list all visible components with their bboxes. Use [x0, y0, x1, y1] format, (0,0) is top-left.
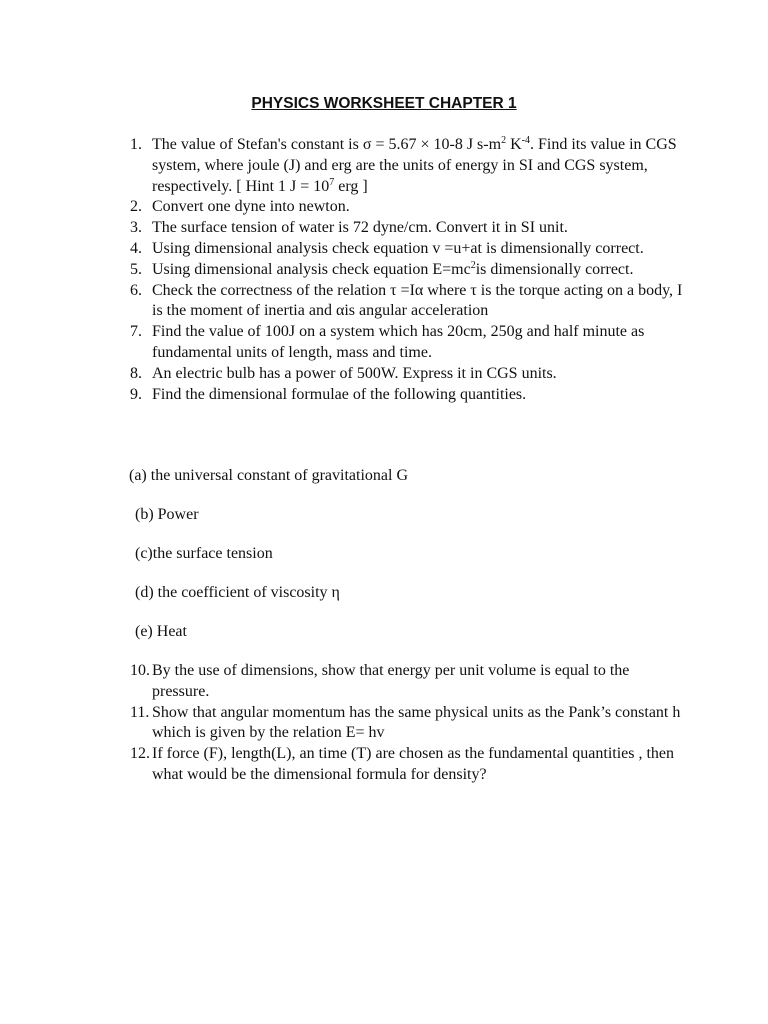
text-segment: The surface tension of water is 72 dyne/cm. Convert it in SI unit. [152, 219, 568, 237]
question-number: 12. [130, 745, 150, 763]
question-number: 10. [130, 662, 150, 679]
subpart-a: (a) the universal constant of gravitational G [129, 467, 409, 484]
text-segment: If force (F), length(L), an time (T) are chosen as the fundamental quantities , then what would be the dimensional formula for density? [152, 745, 675, 783]
question-item [128, 364, 688, 385]
question-text [152, 386, 526, 403]
question-text [152, 745, 674, 783]
superscript: -4 [521, 135, 530, 146]
question-number: 2. [130, 198, 142, 216]
text-segment: erg ] [334, 177, 368, 195]
question-item [128, 661, 688, 703]
question-item [128, 703, 688, 745]
question-number: 6. [130, 281, 142, 299]
question-number: 4. [130, 239, 142, 257]
text-segment: By the use of dimensions, show that energy per unit volume is equal to the pressure. [152, 662, 630, 700]
question-text [152, 240, 644, 257]
text-segment: Convert one dyne into newton. [152, 198, 350, 216]
question-text [152, 261, 633, 278]
subpart-b: (b) Power [135, 506, 199, 523]
text-segment: Check the correctness of the relation τ =Iα where τ is the torque acting on a body, I is the moment of inertia and αis angular acceleration [152, 281, 683, 320]
subpart-c: (c)the surface tension [135, 545, 273, 562]
question-item [128, 744, 688, 786]
question-text [152, 136, 677, 195]
superscript: 7 [329, 176, 335, 188]
page-title: PHYSICS WORKSHEET CHAPTER 1 [251, 95, 517, 112]
text-segment: K [506, 136, 522, 153]
question-item [128, 322, 688, 364]
question-text [152, 704, 680, 742]
question-text [152, 282, 682, 320]
question-number: 8. [130, 364, 142, 382]
superscript: 2 [470, 259, 476, 271]
question-number: 9. [130, 385, 142, 403]
question-number: 7. [130, 323, 142, 341]
text-segment: The value of Stefan's constant is σ = 5.67 × 10-8 J s-m [152, 136, 502, 153]
question-number: 1. [130, 136, 142, 153]
question-list-part1 [128, 135, 688, 405]
question-number: 11. [130, 703, 150, 721]
question-text [152, 365, 557, 382]
question-text [152, 323, 644, 361]
question-item [128, 135, 688, 197]
superscript: 2 [501, 135, 507, 146]
subpart-e: (e) Heat [135, 623, 187, 640]
subpart-d: (d) the coefficient of viscosity η [135, 584, 340, 601]
question-list-part2 [128, 661, 688, 786]
question-item [128, 218, 688, 239]
text-segment: Using dimensional analysis check equation v =u+at is dimensionally correct. [152, 239, 644, 257]
question-item [128, 281, 688, 323]
question-item [128, 239, 688, 260]
text-segment: Find the value of 100J on a system which has 20cm, 250g and half minute as fundamental units of length, mass and time. [152, 323, 645, 361]
text-segment: Using dimensional analysis check equation E=mc [152, 260, 471, 278]
question-item [128, 385, 688, 406]
question-number: 3. [130, 219, 142, 237]
text-segment: is dimensionally correct. [475, 260, 634, 278]
text-segment: An electric bulb has a power of 500W. Express it in CGS units. [152, 364, 557, 382]
text-segment: . Find its value in CGS system, where joule (J) and erg are the units of energy in SI and CGS system, respectively. [ Hint 1 J = 10 [152, 136, 677, 195]
text-segment: Find the dimensional formulae of the following quantities. [152, 385, 527, 403]
question-text [152, 662, 629, 700]
question-text [152, 219, 568, 236]
question-text [152, 198, 350, 215]
text-segment: Show that angular momentum has the same physical units as the Pank’s constant h which is given by the relation E= hv [152, 703, 681, 742]
question-number: 5. [130, 260, 142, 278]
question-item [128, 197, 688, 218]
question-item [128, 260, 688, 281]
